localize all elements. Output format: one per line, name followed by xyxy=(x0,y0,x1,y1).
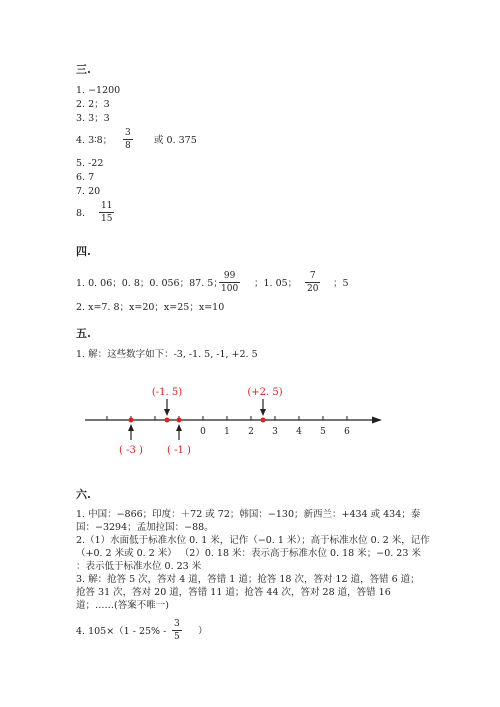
fraction-bar xyxy=(172,630,182,631)
section-4-heading: 四. xyxy=(76,245,91,258)
s5-line-1: 1. 解：这些数字如下：-3, -1. 5, -1, +2. 5 xyxy=(76,349,258,360)
tick-label-1: 1 xyxy=(224,427,230,437)
fraction-denominator: 8 xyxy=(125,141,131,151)
label-minus-1-5: (-1. 5) xyxy=(151,387,183,398)
fraction-numerator: 3 xyxy=(125,128,131,138)
s6-line-2a: 2.（1）水面低于标准水位 0. 1 米，记作（−0. 1 米）；高于标准水位 0. 2 米，记作 xyxy=(76,535,430,546)
tick-label-4: 4 xyxy=(296,427,302,437)
section-3-heading: 三. xyxy=(76,63,91,76)
fraction-numerator: 99 xyxy=(223,271,236,281)
s6-line-4-prefix: 4. 105×（1 - 25% - xyxy=(76,626,167,637)
s4-line-1-fraction-2 xyxy=(305,271,320,294)
axis-arrow-icon xyxy=(372,417,382,424)
fraction-numerator: 3 xyxy=(174,619,180,629)
label-minus-3: ( -3 ) xyxy=(119,445,143,456)
fraction-bar xyxy=(305,282,320,283)
s4-line-1-mid: ；1. 05； xyxy=(254,278,298,289)
fraction-bar xyxy=(219,282,240,283)
s3-line-8-prefix: 8. xyxy=(76,208,86,219)
arrow-down-icon xyxy=(164,409,170,416)
tick-label-6: 6 xyxy=(344,427,350,437)
s4-line-1-prefix: 1. 0. 06；0. 8；0. 056；87. 5； xyxy=(76,278,223,289)
arrow-up-icon xyxy=(176,424,182,431)
s4-line-1-suffix: ；5 xyxy=(333,278,349,289)
tick-label-2: 2 xyxy=(248,427,254,437)
fraction-denominator: 5 xyxy=(174,632,180,642)
s6-line-2c: ：表示低于标准水位 0. 23 米 xyxy=(76,561,202,572)
s3-line-7: 7. 20 xyxy=(76,186,101,197)
fraction-numerator: 7 xyxy=(309,271,316,281)
s3-line-2: 2. 2；3 xyxy=(76,99,110,110)
s6-line-4-fraction xyxy=(172,619,182,642)
tick-label-0: 0 xyxy=(200,427,206,437)
point-plus-2-5 xyxy=(261,418,266,423)
fraction-denominator: 15 xyxy=(101,214,113,224)
label-plus-2-5: (+2. 5) xyxy=(247,387,283,398)
fraction-bar xyxy=(123,139,133,140)
s3-line-8-fraction xyxy=(99,201,114,224)
s3-line-1: 1. −1200 xyxy=(76,85,121,96)
arrow-down-icon xyxy=(260,409,266,416)
s3-line-5: 5. -22 xyxy=(76,158,104,169)
section-6-heading: 六. xyxy=(76,488,91,501)
arrow-up-icon xyxy=(128,424,134,431)
fraction-denominator: 20 xyxy=(307,284,319,294)
s6-line-4-suffix: ） xyxy=(198,626,208,637)
tick-label-3: 3 xyxy=(272,427,278,437)
s3-line-4-suffix: 或 0. 375 xyxy=(154,135,197,146)
number-line-figure xyxy=(80,380,400,465)
s3-line-4-prefix: 4. 3∶8； xyxy=(76,135,113,146)
s6-line-3a: 3. 解：抢答 5 次，答对 4 道，答错 1 道；抢答 18 次，答对 12 道，答错 6 道； xyxy=(76,574,420,585)
fraction-numerator: 11 xyxy=(101,201,113,211)
point-minus-1-5 xyxy=(165,418,170,423)
point-minus-3 xyxy=(129,418,134,423)
tick-label-5: 5 xyxy=(320,427,326,437)
s4-line-1-fraction-1 xyxy=(219,271,240,294)
s6-line-1a: 1. 中国：−866；印度：＋72 或 72；韩国：−130；新西兰：+434 或 434；泰 xyxy=(76,509,421,520)
section-5-heading: 五. xyxy=(76,327,91,340)
point-minus-1 xyxy=(177,418,182,423)
s3-line-3: 3. 3；3 xyxy=(76,113,110,124)
s6-line-2b: （+0. 2 米或 0. 2 米） （2）0. 18 米：表示高于标准水位 0. 18 米；−0. 23 米 xyxy=(76,548,421,559)
s4-line-2: 2. x=7. 8；x=20；x=25；x=10 xyxy=(76,302,225,313)
s3-line-6: 6. 7 xyxy=(76,172,95,183)
s6-line-1b: 国：−3294；孟加拉国：−88。 xyxy=(76,522,214,533)
fraction-bar xyxy=(99,212,114,213)
s6-line-3b: 抢答 31 次，答对 20 道，答错 11 道；抢答 44 次，答对 28 道，答错 16 xyxy=(76,587,391,598)
tick-marks xyxy=(107,416,347,420)
label-minus-1: ( -1 ) xyxy=(167,445,191,456)
s3-line-4-fraction xyxy=(123,128,133,151)
fraction-denominator: 100 xyxy=(221,284,239,294)
s6-line-3c: 道；……(答案不唯一) xyxy=(76,600,169,611)
